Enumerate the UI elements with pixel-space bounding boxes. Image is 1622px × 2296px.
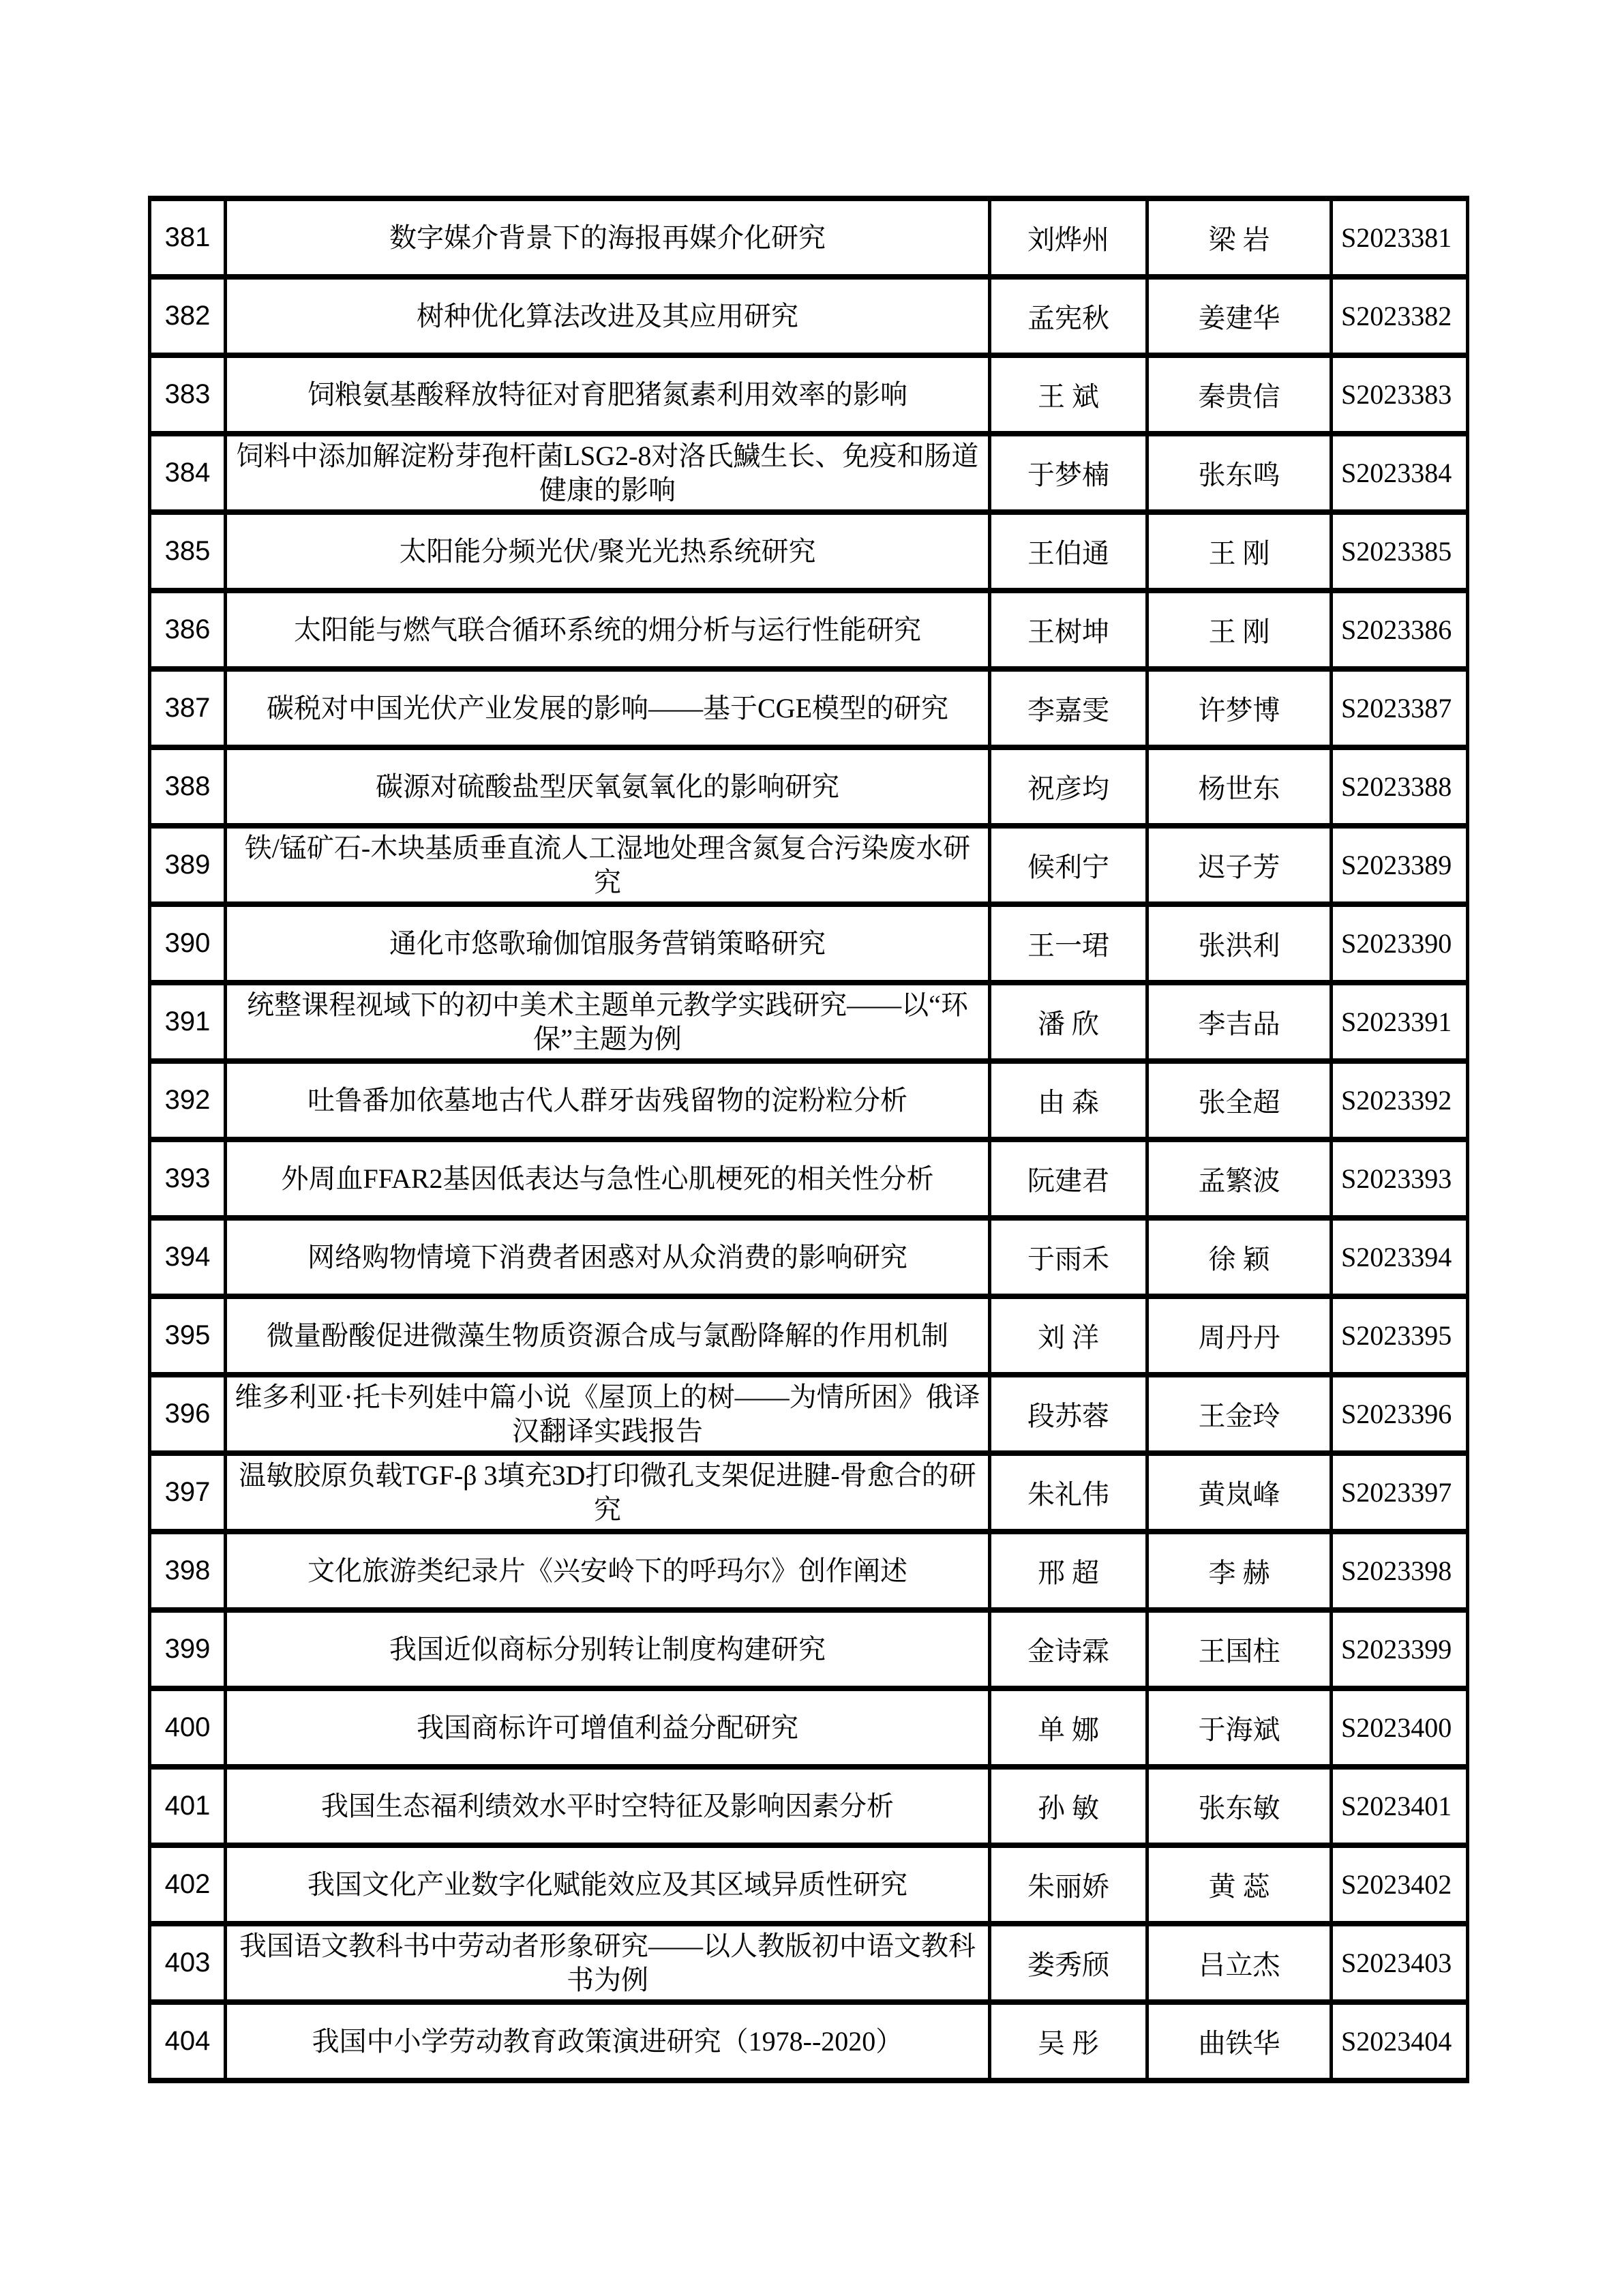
cell-student-name: 阮建君 [990, 1139, 1147, 1218]
cell-student-name: 孟宪秋 [990, 277, 1147, 355]
cell-row-number: 398 [150, 1532, 226, 1610]
cell-thesis-id: S2023399 [1332, 1610, 1468, 1688]
cell-thesis-title: 文化旅游类纪录片《兴安岭下的呼玛尔》创作阐述 [226, 1532, 990, 1610]
table-row [150, 512, 1468, 591]
cell-thesis-title: 我国语文教科书中劳动者形象研究——以人教版初中语文教科书为例 [226, 1924, 990, 2002]
cell-student-name: 祝彦均 [990, 747, 1147, 826]
cell-student-name: 王一珺 [990, 904, 1147, 983]
table-row [150, 2002, 1468, 2081]
cell-thesis-id: S2023396 [1332, 1375, 1468, 1453]
cell-thesis-id: S2023397 [1332, 1453, 1468, 1532]
cell-student-name: 候利宁 [990, 826, 1147, 904]
cell-thesis-title: 我国近似商标分别转让制度构建研究 [226, 1610, 990, 1688]
table-row [150, 355, 1468, 434]
table-row [150, 1610, 1468, 1688]
thesis-table-container [148, 196, 1466, 2082]
cell-thesis-title: 我国文化产业数字化赋能效应及其区域异质性研究 [226, 1845, 990, 1924]
cell-advisor-name: 梁 岩 [1147, 198, 1332, 277]
table-row [150, 669, 1468, 747]
table-row [150, 1532, 1468, 1610]
cell-advisor-name: 周丹丹 [1147, 1296, 1332, 1375]
cell-advisor-name: 张全超 [1147, 1061, 1332, 1139]
cell-thesis-id: S2023383 [1332, 355, 1468, 434]
cell-thesis-id: S2023395 [1332, 1296, 1468, 1375]
cell-student-name: 王伯通 [990, 512, 1147, 591]
cell-advisor-name: 黄岚峰 [1147, 1453, 1332, 1532]
cell-student-name: 单 娜 [990, 1688, 1147, 1767]
cell-thesis-title: 网络购物情境下消费者困惑对从众消费的影响研究 [226, 1218, 990, 1296]
cell-thesis-id: S2023387 [1332, 669, 1468, 747]
cell-advisor-name: 姜建华 [1147, 277, 1332, 355]
cell-thesis-title: 太阳能与燃气联合循环系统的㶲分析与运行性能研究 [226, 591, 990, 669]
cell-student-name: 刘烨州 [990, 198, 1147, 277]
cell-advisor-name: 许梦博 [1147, 669, 1332, 747]
cell-student-name: 于梦楠 [990, 434, 1147, 512]
cell-thesis-title: 铁/锰矿石-木块基质垂直流人工湿地处理含氮复合污染废水研究 [226, 826, 990, 904]
table-row [150, 1767, 1468, 1845]
cell-advisor-name: 王 刚 [1147, 512, 1332, 591]
cell-student-name: 孙 敏 [990, 1767, 1147, 1845]
cell-student-name: 潘 欣 [990, 983, 1147, 1061]
table-row [150, 1375, 1468, 1453]
cell-row-number: 390 [150, 904, 226, 983]
cell-row-number: 381 [150, 198, 226, 277]
cell-thesis-id: S2023393 [1332, 1139, 1468, 1218]
cell-thesis-title: 碳源对硫酸盐型厌氧氨氧化的影响研究 [226, 747, 990, 826]
cell-thesis-title: 碳税对中国光伏产业发展的影响——基于CGE模型的研究 [226, 669, 990, 747]
cell-thesis-id: S2023401 [1332, 1767, 1468, 1845]
table-row [150, 591, 1468, 669]
cell-thesis-title: 数字媒介背景下的海报再媒介化研究 [226, 198, 990, 277]
cell-thesis-title: 我国生态福利绩效水平时空特征及影响因素分析 [226, 1767, 990, 1845]
table-row [150, 1061, 1468, 1139]
cell-advisor-name: 于海斌 [1147, 1688, 1332, 1767]
table-row [150, 904, 1468, 983]
thesis-table-body [150, 198, 1468, 2081]
cell-row-number: 403 [150, 1924, 226, 2002]
cell-row-number: 389 [150, 826, 226, 904]
cell-thesis-title: 太阳能分频光伏/聚光光热系统研究 [226, 512, 990, 591]
cell-student-name: 于雨禾 [990, 1218, 1147, 1296]
cell-row-number: 387 [150, 669, 226, 747]
cell-thesis-id: S2023391 [1332, 983, 1468, 1061]
cell-thesis-title: 我国中小学劳动教育政策演进研究（1978--2020） [226, 2002, 990, 2081]
cell-student-name: 王树坤 [990, 591, 1147, 669]
cell-thesis-title: 维多利亚·托卡列娃中篇小说《屋顶上的树——为情所困》俄译汉翻译实践报告 [226, 1375, 990, 1453]
cell-thesis-title: 我国商标许可增值利益分配研究 [226, 1688, 990, 1767]
cell-student-name: 刘 洋 [990, 1296, 1147, 1375]
table-row [150, 1296, 1468, 1375]
cell-student-name: 李嘉雯 [990, 669, 1147, 747]
cell-student-name: 金诗霖 [990, 1610, 1147, 1688]
table-row [150, 1924, 1468, 2002]
thesis-table [148, 196, 1469, 2083]
cell-advisor-name: 秦贵信 [1147, 355, 1332, 434]
table-row [150, 1453, 1468, 1532]
cell-row-number: 392 [150, 1061, 226, 1139]
cell-student-name: 朱丽娇 [990, 1845, 1147, 1924]
cell-thesis-id: S2023404 [1332, 2002, 1468, 2081]
cell-advisor-name: 张东敏 [1147, 1767, 1332, 1845]
cell-thesis-id: S2023402 [1332, 1845, 1468, 1924]
cell-thesis-title: 饲料中添加解淀粉芽孢杆菌LSG2-8对洛氏鱥生长、免疫和肠道健康的影响 [226, 434, 990, 512]
cell-advisor-name: 徐 颖 [1147, 1218, 1332, 1296]
cell-row-number: 386 [150, 591, 226, 669]
cell-thesis-id: S2023400 [1332, 1688, 1468, 1767]
cell-thesis-id: S2023392 [1332, 1061, 1468, 1139]
cell-thesis-title: 温敏胶原负载TGF-β 3填充3D打印微孔支架促进腱-骨愈合的研究 [226, 1453, 990, 1532]
cell-student-name: 邢 超 [990, 1532, 1147, 1610]
table-row [150, 747, 1468, 826]
cell-advisor-name: 张洪利 [1147, 904, 1332, 983]
cell-thesis-id: S2023382 [1332, 277, 1468, 355]
cell-advisor-name: 孟繁波 [1147, 1139, 1332, 1218]
cell-thesis-id: S2023388 [1332, 747, 1468, 826]
cell-row-number: 382 [150, 277, 226, 355]
cell-thesis-title: 饲粮氨基酸释放特征对育肥猪氮素利用效率的影响 [226, 355, 990, 434]
cell-student-name: 朱礼伟 [990, 1453, 1147, 1532]
cell-thesis-title: 吐鲁番加依墓地古代人群牙齿残留物的淀粉粒分析 [226, 1061, 990, 1139]
cell-thesis-id: S2023390 [1332, 904, 1468, 983]
cell-advisor-name: 黄 蕊 [1147, 1845, 1332, 1924]
table-row [150, 198, 1468, 277]
cell-row-number: 394 [150, 1218, 226, 1296]
cell-advisor-name: 杨世东 [1147, 747, 1332, 826]
cell-row-number: 404 [150, 2002, 226, 2081]
cell-advisor-name: 吕立杰 [1147, 1924, 1332, 2002]
table-row [150, 434, 1468, 512]
cell-student-name: 王 斌 [990, 355, 1147, 434]
cell-thesis-id: S2023385 [1332, 512, 1468, 591]
cell-advisor-name: 张东鸣 [1147, 434, 1332, 512]
table-row [150, 983, 1468, 1061]
table-row [150, 1688, 1468, 1767]
cell-row-number: 399 [150, 1610, 226, 1688]
cell-row-number: 395 [150, 1296, 226, 1375]
cell-row-number: 402 [150, 1845, 226, 1924]
cell-thesis-title: 统整课程视域下的初中美术主题单元教学实践研究——以“环保”主题为例 [226, 983, 990, 1061]
cell-thesis-title: 外周血FFAR2基因低表达与急性心肌梗死的相关性分析 [226, 1139, 990, 1218]
cell-row-number: 388 [150, 747, 226, 826]
cell-thesis-id: S2023398 [1332, 1532, 1468, 1610]
cell-advisor-name: 李吉品 [1147, 983, 1332, 1061]
cell-thesis-id: S2023389 [1332, 826, 1468, 904]
cell-student-name: 吴 彤 [990, 2002, 1147, 2081]
table-row [150, 1218, 1468, 1296]
table-row [150, 1139, 1468, 1218]
cell-row-number: 397 [150, 1453, 226, 1532]
cell-thesis-id: S2023384 [1332, 434, 1468, 512]
cell-student-name: 娄秀颀 [990, 1924, 1147, 2002]
cell-thesis-title: 通化市悠歌瑜伽馆服务营销策略研究 [226, 904, 990, 983]
cell-advisor-name: 曲铁华 [1147, 2002, 1332, 2081]
cell-thesis-id: S2023394 [1332, 1218, 1468, 1296]
table-row [150, 1845, 1468, 1924]
cell-thesis-id: S2023381 [1332, 198, 1468, 277]
cell-student-name: 段苏蓉 [990, 1375, 1147, 1453]
cell-row-number: 393 [150, 1139, 226, 1218]
cell-row-number: 385 [150, 512, 226, 591]
cell-thesis-title: 微量酚酸促进微藻生物质资源合成与氯酚降解的作用机制 [226, 1296, 990, 1375]
cell-advisor-name: 李 赫 [1147, 1532, 1332, 1610]
cell-advisor-name: 王金玲 [1147, 1375, 1332, 1453]
cell-thesis-id: S2023403 [1332, 1924, 1468, 2002]
cell-thesis-title: 树种优化算法改进及其应用研究 [226, 277, 990, 355]
cell-advisor-name: 王国柱 [1147, 1610, 1332, 1688]
cell-row-number: 391 [150, 983, 226, 1061]
cell-row-number: 383 [150, 355, 226, 434]
table-row [150, 826, 1468, 904]
cell-advisor-name: 王 刚 [1147, 591, 1332, 669]
cell-advisor-name: 迟子芳 [1147, 826, 1332, 904]
table-row [150, 277, 1468, 355]
cell-student-name: 由 森 [990, 1061, 1147, 1139]
cell-row-number: 384 [150, 434, 226, 512]
cell-row-number: 400 [150, 1688, 226, 1767]
cell-row-number: 401 [150, 1767, 226, 1845]
cell-row-number: 396 [150, 1375, 226, 1453]
cell-thesis-id: S2023386 [1332, 591, 1468, 669]
